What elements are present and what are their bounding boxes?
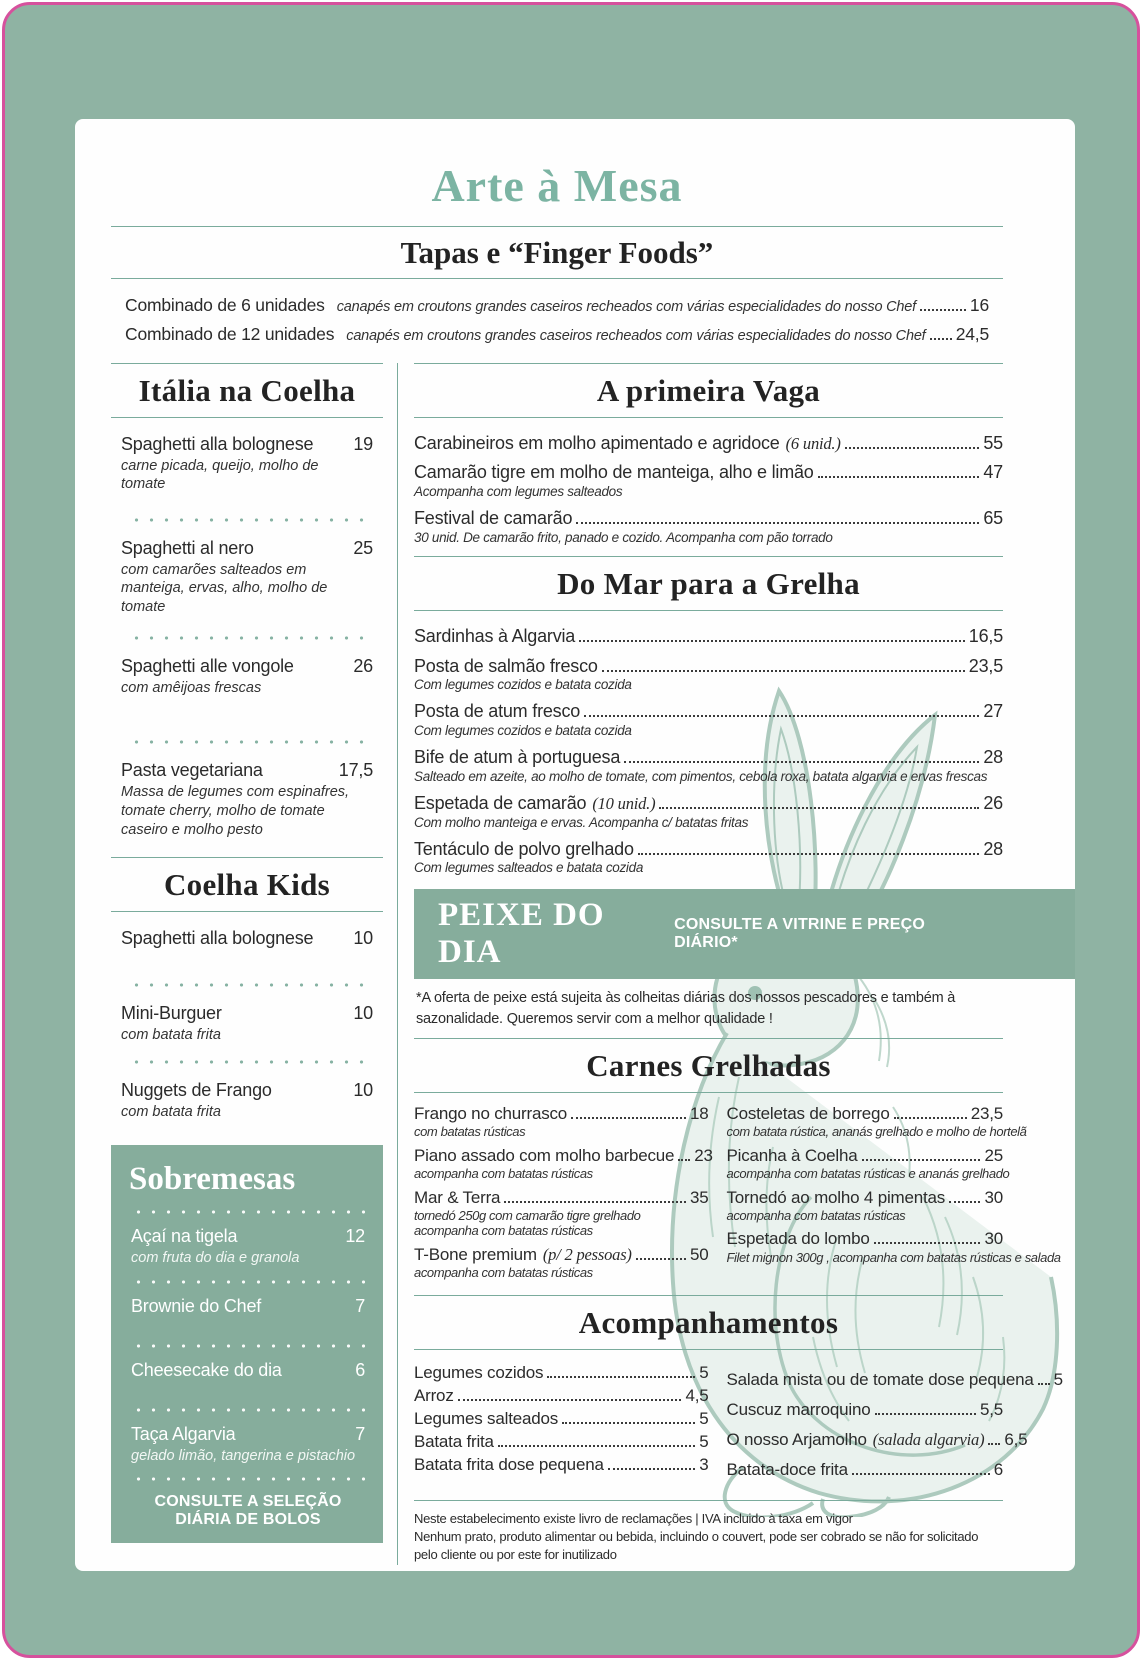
item-desc: com fruta do dia e granola: [131, 1250, 300, 1267]
item-desc: com camarões salteados em manteiga, ervas, alho, molho de tomate: [121, 561, 328, 615]
left-column: [111, 363, 383, 1565]
item-name: Cheesecake do dia: [131, 1359, 282, 1380]
menu-item: [414, 1455, 709, 1475]
dot-leader: [988, 1443, 1000, 1445]
sobremesas-footer-note: CONSULTE A SELEÇÃO DIÁRIA DE BOLOS: [154, 1493, 342, 1529]
peixe-do-dia-title: PEIXE DO DIA: [438, 896, 605, 970]
item-price: 26: [353, 656, 373, 677]
item-price: 17,5: [338, 760, 373, 781]
menu-item: [726, 1103, 1027, 1140]
dot-leader: [678, 1159, 690, 1161]
section-title-carnes: Carnes Grelhadas: [414, 1038, 1003, 1093]
item-name: Tornedó ao molho 4 pimentas: [726, 1187, 946, 1207]
item-price: 12: [345, 1226, 365, 1247]
dotted-separator: [129, 740, 365, 744]
item-desc: Massa de legumes com espinafres, tomate cherry, molho de tomate caseiro e molho pesto: [121, 784, 350, 838]
item-desc: tornedó 250g com camarão tigre grelhado: [414, 1207, 641, 1223]
section-italia: [111, 363, 383, 839]
dot-leader: [852, 1473, 990, 1475]
section-title-kids: Coelha Kids: [111, 857, 383, 912]
item-name: Piano assado com molho barbecue: [414, 1145, 675, 1165]
menu-item: [111, 760, 383, 839]
item-name: Tentáculo de polvo grelhado: [414, 838, 634, 859]
item-desc: Salteado em azeite, ao molho de tomate, com pimentos, cebola roxa, batata algarvia e ervas frescas: [414, 768, 988, 784]
dot-leader: [579, 640, 965, 642]
item-name: Spaghetti alla bolognese: [121, 928, 314, 949]
menu-item: [414, 626, 1003, 648]
item-name: Mar & Terra: [414, 1187, 501, 1207]
menu-item: [111, 656, 383, 720]
dotted-separator: [129, 518, 365, 522]
item-name: Espetada do lombo: [726, 1229, 870, 1249]
peixe-do-dia-banner: [414, 889, 1075, 979]
item-name: Bife de atum à portuguesa: [414, 747, 621, 768]
menu-item: [127, 1424, 369, 1466]
item-price: 26: [983, 792, 1003, 813]
menu-item: [125, 291, 989, 320]
menu-item: [111, 1080, 383, 1122]
menu-item: [414, 433, 1003, 455]
menu-item: [414, 747, 1003, 785]
dot-leader: [930, 338, 952, 340]
menu-item: [414, 1432, 709, 1452]
item-price: 28: [983, 838, 1003, 859]
item-price: 5: [1053, 1370, 1063, 1390]
item-desc: Filet mignon 300g , acompanha com batatas rústicas e salada: [726, 1249, 1061, 1265]
menu-item: [125, 320, 989, 349]
item-price: 25: [984, 1145, 1003, 1165]
item-price: 24,5: [955, 323, 989, 344]
item-desc: acompanha com batatas rústicas: [414, 1165, 593, 1181]
dot-leader: [562, 1422, 695, 1424]
item-desc: com batata rústica, ananás grelhado e molho de hortelã: [726, 1123, 1027, 1139]
menu-item: [127, 1226, 369, 1268]
menu-item: [726, 1430, 1028, 1450]
item-price: 4,5: [685, 1386, 709, 1406]
section-title-acompanhamentos: Acompanhamentos: [414, 1295, 1003, 1350]
item-price: 7: [355, 1295, 365, 1316]
item-name: Legumes salteados: [414, 1409, 559, 1429]
dotted-separator: [129, 1060, 365, 1064]
dot-leader: [624, 761, 979, 763]
item-note: (10 unid.): [592, 793, 656, 813]
item-name: Festival de camarão: [414, 508, 573, 529]
item-price: 7: [355, 1423, 365, 1444]
item-note: (p/ 2 pessoas): [542, 1245, 632, 1265]
carnes-column-2: [709, 1099, 1061, 1288]
item-price: 5: [699, 1432, 709, 1452]
divider-line: [414, 1500, 1003, 1501]
item-price: 23,5: [968, 655, 1003, 676]
item-price: 18: [689, 1103, 709, 1123]
menu-item: [127, 1296, 369, 1332]
dot-leader: [504, 1201, 686, 1203]
menu-item: [414, 793, 1003, 831]
dot-leader: [584, 715, 979, 717]
menu-item: [414, 1145, 713, 1182]
item-name: T-Bone premium: [414, 1245, 537, 1265]
section-tapas: [111, 279, 1003, 363]
menu-item: [414, 701, 1003, 739]
legal-line-2: Nenhum prato, produto alimentar ou bebida, incluindo o couvert, pode ser cobrado se não for solicitado pelo cliente ou por este for inutilizado: [414, 1529, 979, 1563]
item-price: 16: [969, 295, 989, 315]
item-name: Costeletas de borrego: [726, 1103, 890, 1123]
item-desc: com amêijoas frescas: [121, 680, 262, 697]
dotted-separator: [131, 1280, 365, 1284]
item-name: Nuggets de Frango: [121, 1079, 272, 1100]
item-desc: Com legumes salteados e batata cozida: [414, 860, 644, 876]
menu-background: [2, 2, 1140, 1658]
item-price: 55: [983, 432, 1003, 453]
item-price: 10: [353, 1079, 373, 1100]
section-sobremesas: [111, 1145, 383, 1543]
item-price: 23,5: [970, 1103, 1003, 1123]
item-price: 10: [353, 928, 373, 949]
acompanhamentos-column-1: [414, 1360, 709, 1490]
item-name: Pasta vegetariana: [121, 760, 263, 781]
dotted-separator: [131, 1408, 365, 1412]
item-price: 47: [983, 462, 1003, 483]
item-price: 5: [699, 1409, 709, 1429]
item-name: Espetada de camarão: [414, 792, 587, 813]
item-desc: com batata frita: [121, 1103, 221, 1120]
item-price: 5,5: [979, 1400, 1003, 1420]
item-desc: canapés em croutons grandes caseiros recheados com várias especialidades do nosso Chef: [346, 327, 926, 344]
item-name: Batata frita: [414, 1432, 494, 1452]
dot-leader: [636, 1258, 686, 1260]
peixe-do-dia-footnote: *A oferta de peixe está sujeita às colheitas diárias dos nossos pescadores e também à sazonalidade. Queremos servir com a melhor qualidade !: [416, 989, 956, 1027]
dot-leader: [458, 1399, 682, 1401]
legal-line-1: Neste estabelecimento existe livro de reclamações | IVA incluido à taxa em vigor: [414, 1511, 853, 1527]
item-name: Cuscuz marroquino: [726, 1400, 871, 1420]
item-name: O nosso Arjamolho: [726, 1430, 867, 1450]
item-desc: 30 unid. De camarão frito, panado e cozido. Acompanha com pão torrado: [414, 529, 833, 545]
item-desc: canapés em croutons grandes caseiros recheados com várias especialidades do nosso Chef: [336, 299, 916, 315]
menu-item: [111, 434, 383, 498]
dotted-separator: [131, 1344, 365, 1348]
item-price: 30: [984, 1229, 1003, 1249]
item-note: (6 unid.): [785, 433, 841, 453]
dot-leader: [602, 670, 965, 672]
item-name: Frango no churrasco: [414, 1103, 568, 1123]
item-name: Açaí na tigela: [131, 1226, 238, 1247]
dot-leader: [949, 1201, 980, 1203]
dot-leader: [638, 853, 980, 855]
item-price: 23: [694, 1145, 713, 1165]
item-name: Camarão tigre em molho de manteiga, alho e limão: [414, 462, 814, 483]
item-name: Sardinhas à Algarvia: [414, 626, 576, 646]
section-do-mar: [414, 556, 1003, 877]
peixe-do-dia-notice: CONSULTE A VITRINE E PREÇO DIÁRIO*: [674, 915, 926, 951]
item-desc: gelado limão, tangerina e pistachio: [131, 1447, 356, 1464]
item-name: Arroz: [414, 1386, 454, 1406]
item-name: Mini-Burguer: [121, 1003, 222, 1024]
item-price: 25: [353, 537, 373, 558]
item-name: Taça Algarvia: [131, 1423, 236, 1444]
menu-item: [727, 1188, 1004, 1224]
item-price: 6: [355, 1359, 365, 1380]
menu-item: [727, 1460, 1004, 1480]
dot-leader: [498, 1445, 695, 1447]
item-name: Picanha à Coelha: [726, 1145, 858, 1165]
item-desc: acompanha com batatas rústicas: [414, 1265, 593, 1281]
item-price: 28: [983, 747, 1003, 768]
dot-leader: [576, 522, 979, 524]
menu-item: [414, 1363, 709, 1383]
menu-item: [111, 928, 383, 968]
dot-leader: [659, 807, 979, 809]
menu-item: [414, 462, 1003, 500]
section-title-tapas: Tapas e “Finger Foods”: [400, 235, 714, 270]
menu-item: [414, 656, 1003, 694]
acompanhamentos-column-2: [709, 1360, 1063, 1490]
item-name: Spaghetti alle vongole: [121, 656, 294, 677]
right-column: [414, 363, 1063, 1565]
item-price: 65: [983, 508, 1003, 529]
dot-leader: [547, 1376, 695, 1378]
item-price: 5: [699, 1363, 709, 1383]
dot-leader: [608, 1468, 696, 1470]
carnes-column-1: [414, 1099, 713, 1288]
item-price: 30: [984, 1187, 1003, 1207]
item-desc: acompanha com batatas rústicas e ananás grelhado: [726, 1165, 1010, 1181]
menu-item: [727, 1400, 1004, 1420]
item-desc: Com legumes cozidos e batata cozida: [414, 677, 632, 693]
section-title-italia: Itália na Coelha: [111, 363, 383, 418]
item-name: Spaghetti al nero: [121, 537, 254, 558]
section-carnes: [414, 1038, 1061, 1288]
menu-item: [414, 1188, 709, 1240]
item-name: Salada mista ou de tomate dose pequena: [726, 1370, 1034, 1390]
menu-item: [111, 538, 383, 617]
menu-item: [414, 1386, 709, 1406]
menu-item: [414, 839, 1003, 877]
section-primeira-vaga: [414, 363, 1003, 546]
item-name: Spaghetti alla bolognese: [121, 433, 314, 454]
item-name: Posta de salmão fresco: [414, 655, 598, 676]
item-price: 19: [353, 433, 373, 454]
section-title-primeira-vaga: A primeira Vaga: [414, 363, 1003, 418]
dotted-separator: [129, 983, 365, 987]
item-price: 6,5: [1004, 1430, 1028, 1450]
item-name: Brownie do Chef: [131, 1295, 262, 1316]
item-name: Batata frita dose pequena: [414, 1455, 604, 1475]
dot-leader: [894, 1117, 967, 1119]
dot-leader: [845, 447, 980, 449]
section-kids: [111, 857, 383, 1121]
item-desc: Com legumes cozidos e batata cozida: [414, 722, 632, 738]
dot-leader: [875, 1413, 976, 1415]
item-name: Posta de atum fresco: [414, 701, 581, 722]
item-price: 50: [689, 1245, 709, 1265]
menu-item: [726, 1145, 1010, 1182]
menu-item: [414, 1245, 709, 1281]
dotted-separator: [131, 1477, 365, 1481]
item-note: (salada algarvia): [872, 1430, 985, 1450]
dot-leader: [571, 1117, 686, 1119]
dot-leader: [818, 476, 980, 478]
menu-item: [127, 1360, 369, 1396]
page-title: Arte à Mesa: [431, 160, 683, 211]
section-title-sobremesas: Sobremesas: [129, 1161, 296, 1198]
menu-item: [726, 1370, 1063, 1390]
menu-item: [111, 1003, 383, 1045]
item-desc: com batata frita: [121, 1027, 221, 1044]
item-name: Legumes cozidos: [414, 1363, 544, 1383]
item-desc: acompanha com batatas rústicas: [726, 1207, 906, 1223]
dot-leader: [920, 309, 966, 311]
item-desc: carne picada, queijo, molho de tomate: [121, 457, 319, 493]
menu-item: [414, 508, 1003, 546]
item-desc: com batatas rústicas: [414, 1123, 526, 1139]
dotted-separator: [131, 1210, 365, 1214]
menu-item: [726, 1229, 1061, 1265]
dot-leader: [1038, 1383, 1050, 1385]
item-desc: Com molho manteiga e ervas. Acompanha c/ batatas fritas: [414, 814, 749, 830]
item-price: 35: [689, 1187, 709, 1207]
legal-footer: [414, 1500, 1003, 1565]
dot-leader: [862, 1159, 981, 1161]
menu-item: [414, 1104, 709, 1140]
item-price: 6: [993, 1460, 1003, 1480]
item-desc: Acompanha com legumes salteados: [414, 484, 623, 500]
dot-leader: [874, 1242, 981, 1244]
menu-card: [75, 119, 1075, 1571]
column-divider-line: [397, 363, 398, 1565]
item-price: 10: [353, 1003, 373, 1024]
item-name: Combinado de 6 unidades: [125, 295, 325, 315]
item-name: Combinado de 12 unidades: [125, 323, 335, 344]
dotted-separator: [129, 636, 365, 640]
item-price: 3: [699, 1455, 709, 1475]
item-name: Carabineiros em molho apimentado e agridoce: [414, 432, 780, 453]
section-acompanhamentos: [414, 1295, 1063, 1490]
item-desc: acompanha com batatas rústicas: [414, 1223, 593, 1239]
menu-item: [414, 1409, 709, 1429]
item-price: 16,5: [968, 626, 1003, 646]
item-price: 27: [983, 701, 1003, 722]
section-title-do-mar: Do Mar para a Grelha: [414, 556, 1003, 611]
item-name: Batata-doce frita: [726, 1460, 848, 1480]
